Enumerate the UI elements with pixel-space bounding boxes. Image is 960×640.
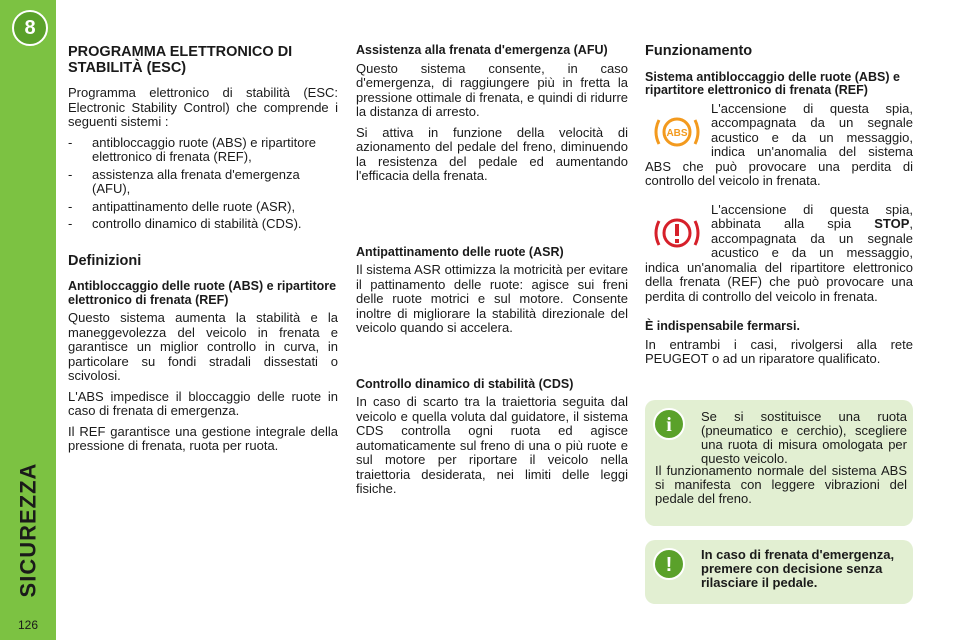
section-title-vertical: [4, 460, 52, 600]
abs-warning-block: [645, 102, 913, 195]
info-note-box: [645, 400, 913, 526]
afu-paragraph-2: Si attiva in funzione della velocità di azionamento del pedale del freno, diminuendo la resistenza del pedale ed aumentando l'efficacia della frenata.: [356, 124, 628, 183]
info-note-text-2: Il funzionamento normale del sistema ABS si manifesta con leggere vibrazioni del pedale del freno.: [655, 463, 907, 506]
definitions-heading: Definizioni: [68, 252, 142, 269]
abs-paragraph-1: Questo sistema aumenta la stabilità e la maneggevolezza del veicolo in frenata e garantisce un miglior controllo in curva, in particolare su fondi stradali dissestati o scivolosi.: [68, 310, 338, 383]
info-note-text-1: Se si sostituisce una ruota (pneumatico e cerchio), scegliere una ruota di misura omologata per questo veicolo.: [701, 409, 907, 466]
info-icon: [653, 408, 685, 440]
abs-warning-icon: [649, 112, 705, 152]
abs-warning-text: L'accensione di questa spia, accompagnata da un segnale acustico e da un messaggio, indica un'anomalia del sistema ABS che può provocare una perdita di controllo del veicolo in frenata.: [645, 101, 913, 188]
chapter-number-badge: [12, 10, 48, 46]
ref-warning-text: L'accensione di questa spia, abbinata alla spia STOP, accompagnata da un segnale acustico e da un messaggio, indica un'anomalia del ripartitore elettronico della frenata (REF) che può provocare una perdita di controllo del veicolo in frenata.: [645, 202, 913, 304]
section-title: SICUREZZA: [15, 462, 41, 598]
column-systems: [356, 40, 628, 503]
list-item: - antibloccaggio ruote (ABS) e ripartitore elettronico di frenata (REF),: [68, 136, 338, 165]
asr-paragraph: Il sistema ASR ottimizza la motricità per evitare il pattinamento delle ruote: agisce sui freni delle ruote motrici e sul motore. Consente inoltre di migliorare la stabilità direzionale del veicolo quando si accelera.: [356, 262, 628, 335]
cds-paragraph: In caso di scarto tra la traiettoria seguita dal veicolo e quella voluta dal guidatore, il sistema CDS controlla ogni ruota ed agisce automaticamente sul freno di una o più ruote e sul motore per riportare il veicolo nella traiettoria desiderata, nei limiti delle leggi fisiche.: [356, 394, 628, 496]
page-number: 126: [17, 618, 39, 632]
chapter-sidebar: [0, 0, 56, 640]
abs-icon-label: ABS: [666, 127, 688, 139]
exclamation-icon: [653, 548, 685, 580]
alert-note-box: [645, 540, 913, 604]
afu-subheading: Assistenza alla frenata d'emergenza (AFU): [356, 43, 608, 57]
cds-subheading: Controllo dinamico di stabilità (CDS): [356, 376, 574, 391]
stop-heading: È indispensabile fermarsi.: [645, 319, 800, 333]
abs-paragraph-3: Il REF garantisce una gestione integrale della pressione di frenata, ruota per ruota.: [68, 423, 338, 453]
svg-text:i: i: [666, 414, 672, 436]
afu-paragraph-1: Questo sistema consente, in caso d'emergenza, di raggiungere più in fretta la pressione ottimale di frenata, e quindi di ridurre la distanza di arresto.: [356, 60, 628, 119]
list-item: - assistenza alla frenata d'emergenza (AFU),: [68, 168, 338, 197]
column-functioning: [645, 40, 913, 373]
svg-text:!: !: [665, 554, 673, 576]
list-item: - controllo dinamico di stabilità (CDS).: [68, 217, 338, 232]
brake-warning-icon: [649, 213, 705, 253]
ref-warning-block: [645, 203, 913, 311]
chapter-number: 8: [24, 16, 36, 39]
abs-paragraph-2: L'ABS impedisce il bloccaggio delle ruote in caso di frenata di emergenza.: [68, 388, 338, 418]
esc-intro: Programma elettronico di stabilità (ESC: Electronic Stability Control) che comprende i seguenti sistemi :: [68, 85, 338, 129]
column-esc: [68, 40, 338, 460]
esc-systems-list: [68, 136, 338, 232]
abs-ref-subheading: Sistema antibloccaggio delle ruote (ABS) e ripartitore elettronico di frenata (REF): [645, 69, 900, 97]
functioning-heading: Funzionamento: [645, 43, 753, 59]
list-item: - antipattinamento delle ruote (ASR),: [68, 200, 338, 215]
stop-paragraph: In entrambi i casi, rivolgersi alla rete PEUGEOT o ad un riparatore qualificato.: [645, 336, 913, 366]
asr-subheading: Antipattinamento delle ruote (ASR): [356, 244, 564, 259]
stop-word: STOP: [874, 216, 910, 231]
alert-note-text: In caso di frenata d'emergenza, premere con decisione senza rilasciare il pedale.: [701, 547, 895, 590]
abs-subheading: Antibloccaggio delle ruote (ABS) e ripartitore elettronico di frenata (REF): [68, 279, 337, 307]
esc-title: PROGRAMMA ELETTRONICO DI STABILITÀ (ESC): [68, 44, 293, 76]
